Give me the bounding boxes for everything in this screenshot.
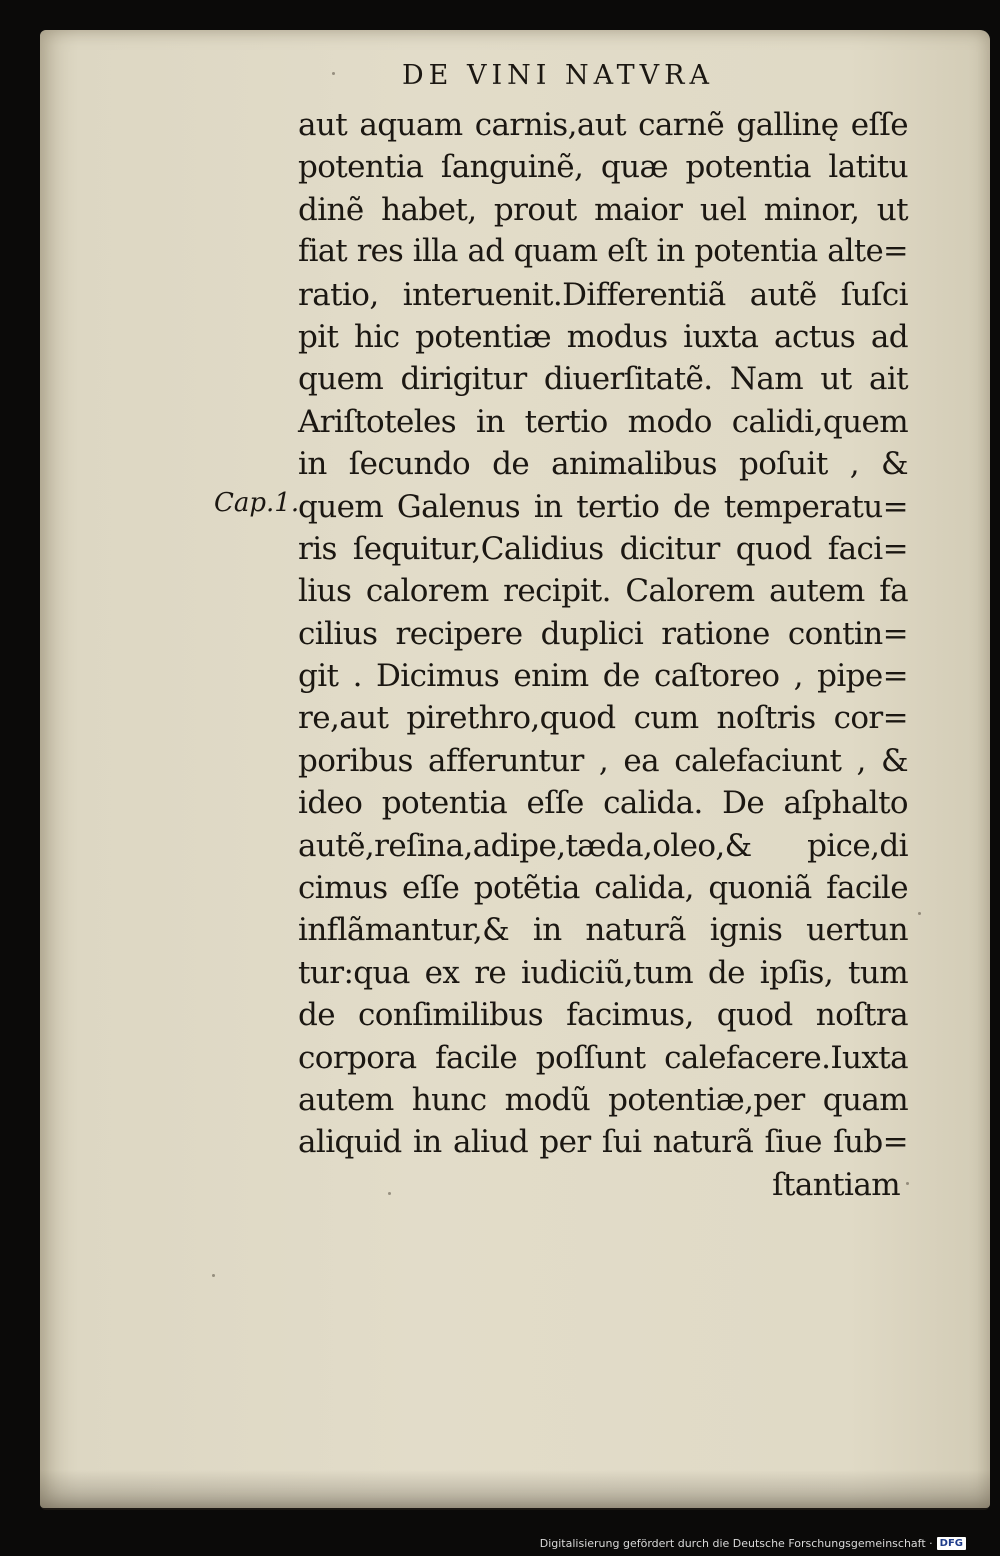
text-line: cimus eſſe potẽtia calida, quoniã facile bbox=[298, 870, 908, 907]
text-line: inflãmantur,& in naturã ignis uertun bbox=[298, 912, 908, 949]
paper-speck bbox=[332, 72, 335, 75]
text-line: ideo potentia eſſe calida. De aſphalto bbox=[298, 785, 908, 822]
text-line: poribus afferuntur , ea calefaciunt , & bbox=[298, 742, 908, 779]
text-line: Ariſtoteles in tertio modo calidi,quem bbox=[298, 403, 908, 440]
text-line: aut aquam carnis,aut carnẽ gallinę eſſe bbox=[298, 107, 908, 143]
text-line: re,aut pirethro,quod cum noſtris cor= bbox=[298, 700, 908, 737]
text-line: git . Dicimus enim de caſtoreo , pipe= bbox=[298, 658, 908, 695]
text-line: tur:qua ex re iudiciũ,tum de ipſis, tum bbox=[298, 954, 908, 991]
text-line: aliquid in aliud per ſui naturã ſiue ſub= bbox=[298, 1124, 908, 1161]
text-line: ris ſequitur,Calidius dicitur quod faci= bbox=[298, 530, 908, 567]
text-line: potentia ſanguinẽ, quæ potentia latitu bbox=[298, 149, 908, 186]
text-line: pit hic potentiæ modus iuxta actus ad bbox=[298, 318, 908, 355]
catchword: ſtantiam bbox=[772, 1166, 900, 1203]
text-line: autẽ,reſina,adipe,tæda,oleo,& pice,di bbox=[298, 827, 908, 864]
paper-speck bbox=[918, 912, 921, 915]
page-bottom-edge bbox=[40, 1470, 990, 1510]
text-line: cilius recipere duplici ratione contin= bbox=[298, 615, 908, 652]
text-line: in ſecundo de animalibus poſuit , & bbox=[298, 446, 908, 483]
dfg-logo: DFG bbox=[937, 1537, 966, 1550]
text-line: de conſimilibus facimus, quod noſtra bbox=[298, 997, 908, 1034]
text-line: quem dirigitur diuerſitatẽ. Nam ut ait bbox=[298, 361, 908, 398]
text-line: quem Galenus in tertio de temperatu= bbox=[298, 488, 908, 525]
running-head: DE VINI NATVRA bbox=[402, 60, 714, 91]
text-line: corpora facile poſſunt calefacere.Iuxta bbox=[298, 1039, 908, 1076]
text-line: ratio, interuenit.Differentiã autẽ ſuſci bbox=[298, 276, 908, 313]
digitization-credit bbox=[540, 1537, 966, 1550]
body-text bbox=[298, 104, 908, 1206]
text-line: dinẽ habet, prout maior uel minor, ut bbox=[298, 191, 908, 228]
marginal-note: Cap.1. bbox=[214, 488, 300, 518]
paper-speck bbox=[212, 1274, 215, 1277]
text-line: lius calorem recipit. Calorem autem fa bbox=[298, 573, 908, 610]
text-line: autem hunc modũ potentiæ,per quam bbox=[298, 1081, 908, 1118]
credit-text: Digitalisierung gefördert durch die Deutsche Forschungsgemeinschaft · bbox=[539, 1537, 933, 1550]
text-line: fiat res illa ad quam eſt in potentia alte= bbox=[298, 234, 908, 270]
